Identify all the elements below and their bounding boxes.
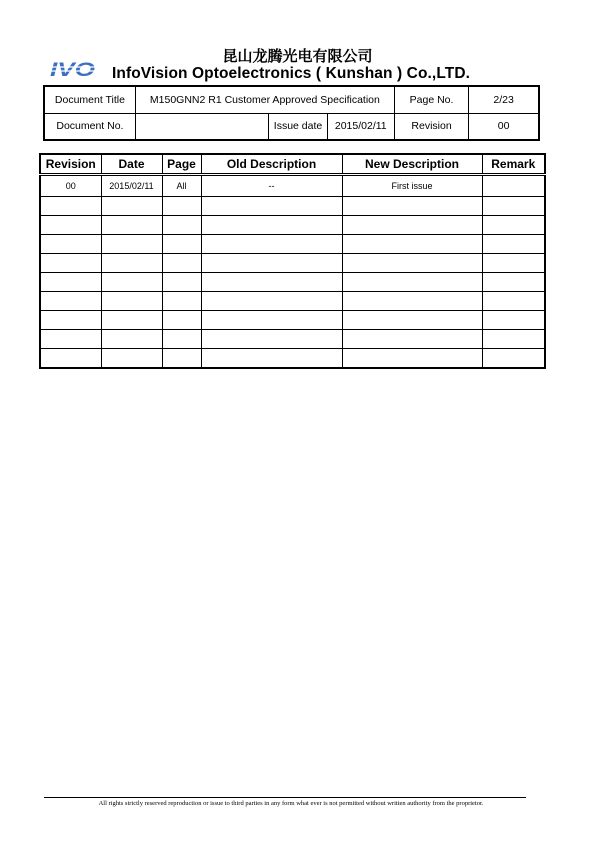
- cell-revision: [40, 254, 101, 273]
- issue-date-value: 2015/02/11: [327, 113, 394, 140]
- table-row: [40, 330, 545, 349]
- cell-revision: 00: [40, 175, 101, 197]
- cell-remark: [482, 235, 545, 254]
- issue-date-label: Issue date: [269, 113, 327, 140]
- col-header-page: Page: [162, 154, 201, 175]
- cell-revision: [40, 197, 101, 216]
- cell-page: [162, 216, 201, 235]
- cell-page: [162, 292, 201, 311]
- footer-disclaimer: All rights strictly reserved reproduction or issue to third parties in any form what ever is not permitted without written authority from the proprietor.: [98, 800, 484, 807]
- cell-remark: [482, 197, 545, 216]
- cell-date: [101, 349, 162, 369]
- cell-date: [101, 216, 162, 235]
- cell-new-description: [342, 349, 482, 369]
- cell-page: All: [162, 175, 201, 197]
- table-row: [40, 273, 545, 292]
- table-row: [40, 197, 545, 216]
- cell-revision: [40, 349, 101, 369]
- cell-date: [101, 292, 162, 311]
- cell-new-description: [342, 197, 482, 216]
- revision-history-table: [39, 153, 546, 369]
- cell-page: [162, 254, 201, 273]
- table-row: [40, 311, 545, 330]
- cell-old-description: [201, 216, 342, 235]
- cell-date: [101, 197, 162, 216]
- company-name-en: InfoVision Optoelectronics ( Kunshan ) Co.,LTD.: [111, 65, 471, 82]
- cell-remark: [482, 330, 545, 349]
- table-row: [40, 292, 545, 311]
- cell-new-description: [342, 216, 482, 235]
- cell-page: [162, 330, 201, 349]
- cell-page: [162, 273, 201, 292]
- cell-new-description: [342, 292, 482, 311]
- table-row: [40, 235, 545, 254]
- cell-date: [101, 330, 162, 349]
- cell-remark: [482, 175, 545, 197]
- cell-date: [101, 311, 162, 330]
- cell-new-description: [342, 330, 482, 349]
- cell-revision: [40, 330, 101, 349]
- svg-text:IVO: IVO: [50, 60, 96, 78]
- cell-page: [162, 349, 201, 369]
- company-name-cn: 昆山龙腾光电有限公司: [222, 47, 373, 65]
- cell-new-description: [342, 254, 482, 273]
- col-header-date: Date: [101, 154, 162, 175]
- cell-remark: [482, 349, 545, 369]
- col-header-remark: Remark: [482, 154, 545, 175]
- revision-value: 00: [469, 113, 539, 140]
- cell-old-description: [201, 273, 342, 292]
- doc-title-label: Document Title: [44, 86, 135, 113]
- cell-new-description: [342, 311, 482, 330]
- doc-no-value: [135, 113, 269, 140]
- cell-old-description: [201, 330, 342, 349]
- cell-old-description: [201, 235, 342, 254]
- table-row: [40, 175, 545, 197]
- cell-remark: [482, 254, 545, 273]
- col-header-old-description: Old Description: [201, 154, 342, 175]
- cell-date: [101, 235, 162, 254]
- cell-remark: [482, 273, 545, 292]
- cell-page: [162, 235, 201, 254]
- cell-old-description: [201, 292, 342, 311]
- cell-remark: [482, 311, 545, 330]
- footer-divider: [44, 797, 526, 798]
- cell-new-description: First issue: [342, 175, 482, 197]
- cell-old-description: [201, 349, 342, 369]
- cell-revision: [40, 235, 101, 254]
- cell-revision: [40, 311, 101, 330]
- col-header-revision: Revision: [40, 154, 101, 175]
- revision-label: Revision: [394, 113, 468, 140]
- col-header-new-description: New Description: [342, 154, 482, 175]
- table-row: [40, 216, 545, 235]
- cell-old-description: --: [201, 175, 342, 197]
- table-row: [40, 349, 545, 369]
- revision-header-row: [40, 154, 545, 175]
- table-row: [40, 254, 545, 273]
- cell-revision: [40, 292, 101, 311]
- cell-new-description: [342, 235, 482, 254]
- cell-revision: [40, 216, 101, 235]
- document-info-table: [43, 85, 540, 141]
- cell-page: [162, 197, 201, 216]
- cell-old-description: [201, 254, 342, 273]
- doc-title-value: M150GNN2 R1 Customer Approved Specification: [135, 86, 394, 113]
- doc-no-label: Document No.: [44, 113, 135, 140]
- page-no-value: 2/23: [469, 86, 539, 113]
- cell-date: 2015/02/11: [101, 175, 162, 197]
- page-no-label: Page No.: [394, 86, 468, 113]
- cell-date: [101, 273, 162, 292]
- cell-remark: [482, 216, 545, 235]
- cell-old-description: [201, 311, 342, 330]
- cell-remark: [482, 292, 545, 311]
- cell-new-description: [342, 273, 482, 292]
- cell-revision: [40, 273, 101, 292]
- cell-page: [162, 311, 201, 330]
- cell-old-description: [201, 197, 342, 216]
- cell-date: [101, 254, 162, 273]
